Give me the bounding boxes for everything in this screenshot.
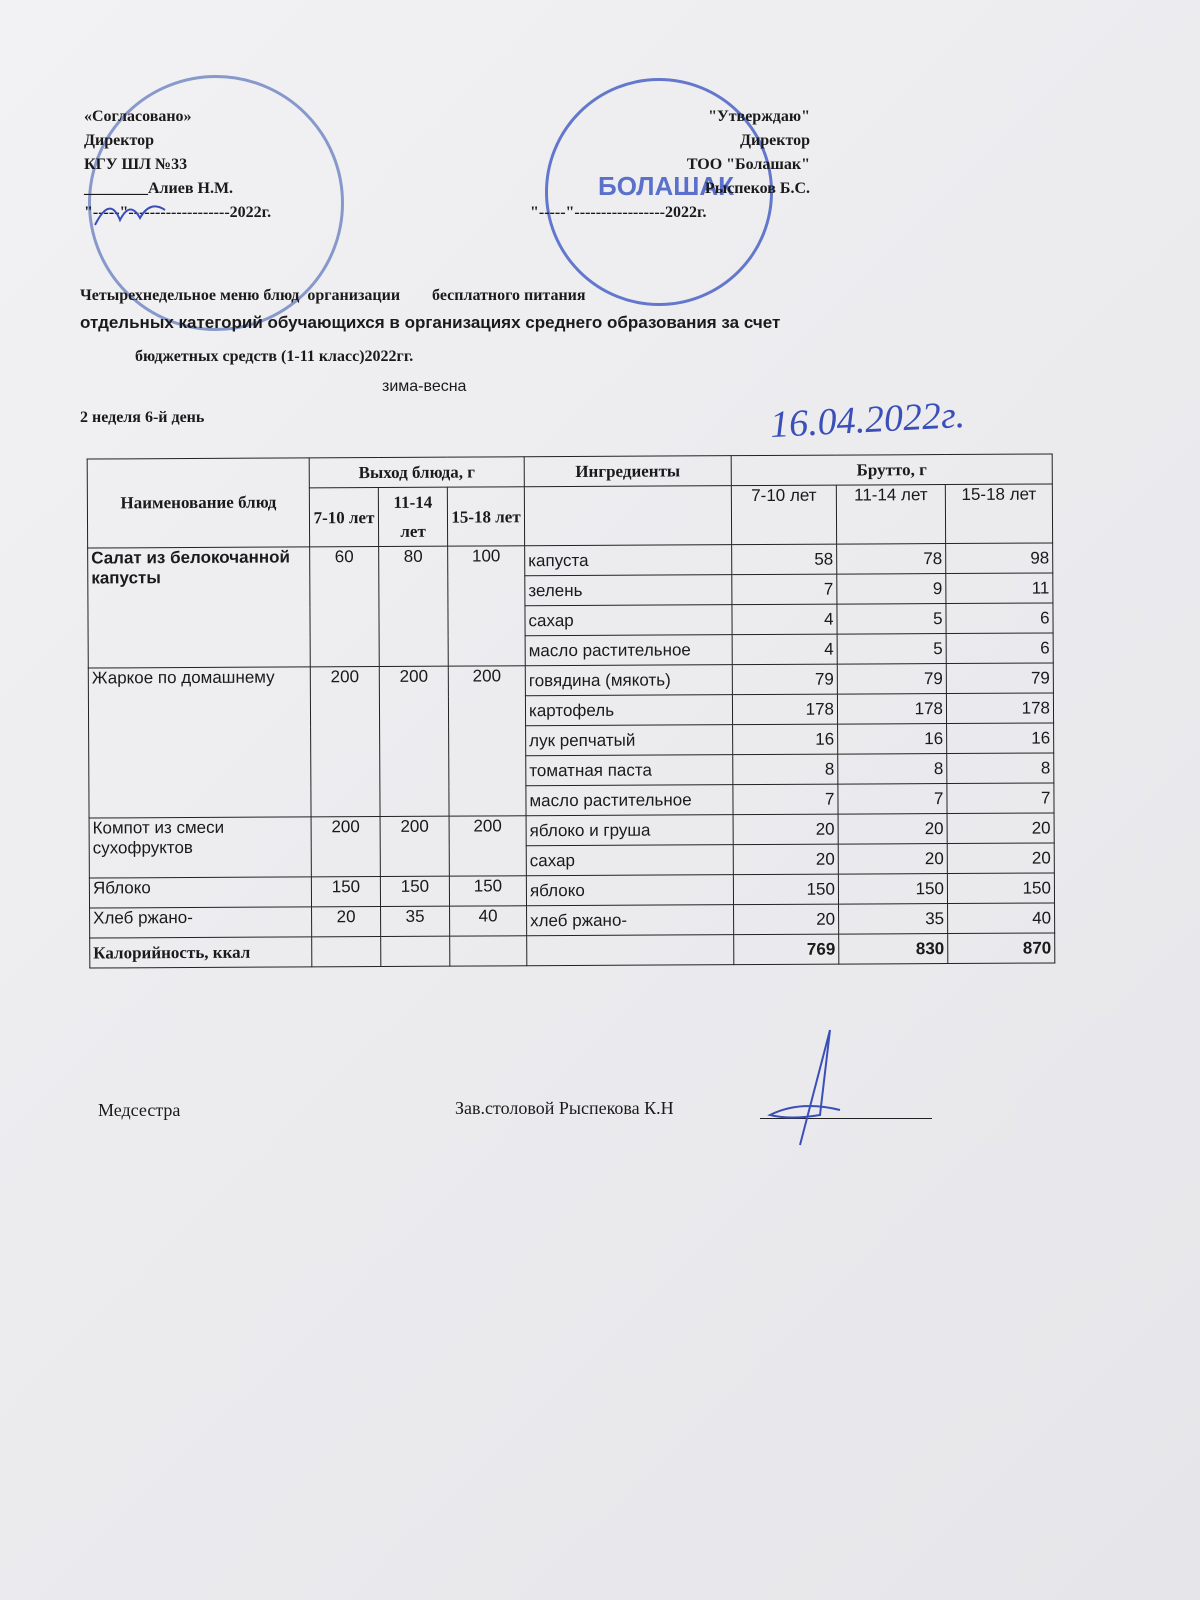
- dish-output: 80: [379, 546, 449, 666]
- brutto-value: 5: [837, 604, 946, 635]
- blank-cell: [381, 936, 450, 966]
- ingredient-name: лук репчатый: [526, 725, 733, 756]
- signer-name: ________Алиев Н.М.: [84, 180, 234, 197]
- dish-output: 200: [448, 666, 526, 816]
- dish-output: 150: [311, 877, 380, 907]
- age-out: 7-10 лет: [309, 488, 378, 547]
- ingredient-name: говядина (мякоть): [525, 665, 732, 696]
- brutto-value: 178: [946, 693, 1053, 724]
- brutto-value: 79: [732, 664, 837, 695]
- approval-right: [530, 105, 810, 225]
- brutto-value: 58: [732, 544, 837, 575]
- brutto-value: 8: [733, 754, 838, 785]
- ingredient-name: сахар: [526, 845, 733, 876]
- brutto-value: 8: [947, 753, 1054, 784]
- stamp-text: БОЛАШАК: [598, 171, 735, 201]
- signature-scribble: [760, 1020, 850, 1150]
- age-out: 11-14 лет: [378, 487, 447, 546]
- dish-output: 100: [448, 546, 526, 666]
- dish-output: 40: [450, 906, 527, 936]
- brutto-value: 16: [733, 724, 838, 755]
- title-line-3: бюджетных средств (1-11 класс)2022гг.: [135, 348, 414, 365]
- approve-label: "Утверждаю": [708, 108, 810, 125]
- dish-name: Жаркое по домашнему: [88, 667, 311, 818]
- agreed-label: «Согласовано»: [84, 108, 192, 125]
- dish-name: Хлеб ржано-: [90, 907, 312, 938]
- brutto-value: 35: [839, 904, 948, 935]
- menu-table: [87, 453, 1056, 968]
- age-br: 15-18 лет: [945, 484, 1052, 544]
- total-kcal: 769: [734, 934, 839, 965]
- brutto-value: 98: [946, 543, 1053, 574]
- brutto-value: 178: [837, 694, 946, 725]
- week-day: 2 неделя 6-й день: [80, 409, 205, 426]
- age-br: 11-14 лет: [836, 485, 945, 545]
- col-brutto: Брутто, г: [731, 454, 1052, 486]
- brutto-value: 79: [946, 663, 1053, 694]
- total-kcal: 830: [839, 934, 948, 965]
- date-line: "-----"-------------------2022г.: [84, 204, 272, 221]
- brutto-value: 79: [837, 664, 946, 695]
- ingredient-name: картофель: [525, 695, 732, 726]
- ingredient-name: яблоко: [526, 875, 733, 906]
- director-label: Директор: [740, 132, 810, 149]
- dish-name: Яблоко: [89, 877, 311, 908]
- dish-output: 150: [449, 876, 526, 906]
- brutto-value: 20: [734, 904, 839, 935]
- dish-output: 150: [380, 876, 449, 906]
- total-row: [90, 933, 1055, 968]
- brutto-value: 7: [947, 783, 1054, 814]
- brutto-value: 78: [837, 544, 946, 575]
- brutto-value: 178: [732, 694, 837, 725]
- col-ingredients: Ингредиенты: [524, 456, 731, 487]
- total-label: Калорийность, ккал: [90, 937, 312, 968]
- blank-cell: [450, 936, 527, 966]
- brutto-value: 20: [947, 843, 1054, 874]
- ingredient-name: масло растительное: [526, 785, 733, 816]
- brutto-value: 5: [837, 634, 946, 665]
- director-label: Директор: [84, 132, 154, 149]
- title-line-2: отдельных категорий обучающихся в организациях среднего образования за счет: [80, 313, 781, 332]
- dish-name: Компот из смеси сухофруктов: [89, 817, 311, 878]
- age-br: 7-10 лет: [731, 485, 836, 545]
- blank-cell: [524, 486, 731, 546]
- dish-output: 200: [311, 817, 380, 877]
- brutto-value: 7: [732, 574, 837, 605]
- brutto-value: 11: [946, 573, 1053, 604]
- col-output: Выход блюда, г: [309, 457, 524, 488]
- school-label: КГУ ШЛ №33: [84, 156, 188, 173]
- brutto-value: 9: [837, 574, 946, 605]
- dish-output: 35: [381, 906, 450, 936]
- canteen-head-label: Зав.столовой Рыспекова К.Н: [455, 1098, 674, 1118]
- brutto-value: 150: [947, 873, 1054, 904]
- brutto-value: 150: [838, 874, 947, 905]
- ingredient-name: зелень: [525, 575, 732, 606]
- ingredient-name: хлеб ржано-: [527, 905, 734, 936]
- brutto-value: 16: [947, 723, 1054, 754]
- date-line: "-----"-----------------2022г.: [530, 204, 707, 221]
- brutto-value: 6: [946, 633, 1053, 664]
- brutto-value: 20: [947, 813, 1054, 844]
- brutto-value: 40: [948, 903, 1055, 934]
- handwritten-date: 16.04.2022г.: [769, 393, 966, 447]
- ingredient-name: томатная паста: [526, 755, 733, 786]
- ingredient-name: сахар: [525, 605, 732, 636]
- brutto-value: 7: [838, 784, 947, 815]
- dish-output: 200: [380, 816, 449, 876]
- brutto-value: 20: [838, 844, 947, 875]
- brutto-value: 16: [838, 724, 947, 755]
- nurse-label: Медсестра: [98, 1100, 181, 1120]
- dish-output: 200: [449, 816, 526, 876]
- brutto-value: 150: [733, 874, 838, 905]
- brutto-value: 6: [946, 603, 1053, 634]
- ingredient-name: яблоко и груша: [526, 815, 733, 846]
- brutto-value: 20: [838, 814, 947, 845]
- dish-output: 200: [310, 667, 380, 817]
- signer-name: Рыспеков Б.С.: [704, 180, 810, 197]
- dish-name: Салат из белокочанной капусты: [88, 547, 311, 668]
- age-out: 15-18 лет: [447, 487, 524, 546]
- title-line-1: Четырехнедельное меню блюд организации бесплатного питания: [80, 287, 586, 304]
- total-kcal: 870: [948, 933, 1055, 964]
- signature-left: [90, 190, 180, 240]
- ingredient-name: капуста: [525, 545, 732, 576]
- dish-output: 20: [312, 907, 381, 937]
- company-label: ТОО "Болашак": [686, 156, 810, 173]
- dish-output: 60: [310, 547, 380, 667]
- ingredient-name: масло растительное: [525, 635, 732, 666]
- blank-cell: [312, 936, 381, 966]
- dish-output: 200: [379, 666, 449, 816]
- season: зима-весна: [382, 378, 467, 395]
- brutto-value: 4: [732, 604, 837, 635]
- blank-cell: [527, 935, 734, 966]
- brutto-value: 7: [733, 784, 838, 815]
- brutto-value: 20: [733, 844, 838, 875]
- brutto-value: 4: [732, 634, 837, 665]
- brutto-value: 8: [838, 754, 947, 785]
- col-dish-name: Наименование блюд: [87, 458, 309, 548]
- brutto-value: 20: [733, 814, 838, 845]
